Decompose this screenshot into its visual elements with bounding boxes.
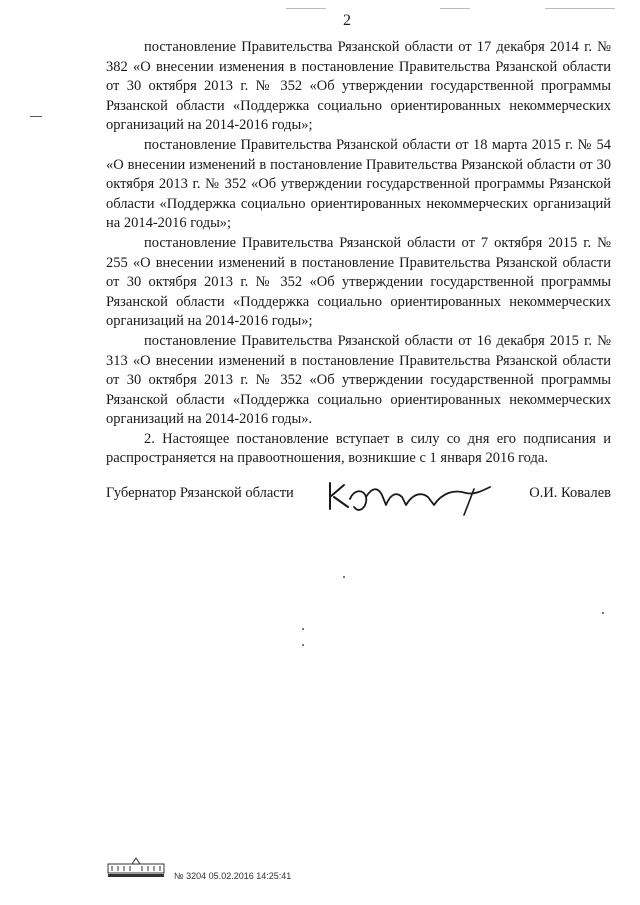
document-body xyxy=(106,38,611,469)
document-footer xyxy=(106,855,366,885)
paragraph-amendment-2014-382: постановление Правительства Рязанской области от 17 декабря 2014 г. № 382 «О внесении изменения в постановление Правительства Рязанской области от 30 октября 2013 г. № 352 «Об утверждении государственной программы Рязанской области «Поддержка социально ориентированных некоммерческих организаций на 2014-2016 годы»; xyxy=(106,39,611,134)
government-building-logo xyxy=(106,855,166,879)
handwritten-signature xyxy=(324,475,504,517)
registration-stamp: № 3204 05.02.2016 14:25:41 xyxy=(174,871,292,881)
scan-noise xyxy=(440,8,470,9)
signatory-position: Губернатор Рязанской области xyxy=(106,485,294,501)
signature-block xyxy=(106,475,611,525)
page-number: 2 xyxy=(343,12,351,29)
scan-noise xyxy=(286,8,326,9)
paragraph-amendment-2015-54: постановление Правительства Рязанской области от 18 марта 2015 г. № 54 «О внесении изменений в постановление Правительства Рязанской области от 30 октября 2013 г. № 352 «Об утверждении государственной программы Рязанской области «Поддержка социально ориентированных некоммерческих организаций на 2014-2016 годы»; xyxy=(106,136,611,232)
margin-mark xyxy=(30,116,42,117)
scan-noise xyxy=(602,612,604,614)
scan-noise xyxy=(343,576,345,578)
paragraph-effective-date: 2. Настоящее постановление вступает в силу со дня его подписания и распространяется на правоотношения, возникшие с 1 января 2016 года. xyxy=(106,430,611,467)
paragraph-amendment-2015-255: постановление Правительства Рязанской области от 7 октября 2015 г. № 255 «О внесении изменений в постановление Правительства Рязанской области от 30 октября 2013 г. № 352 «Об утверждении государственной программы Рязанской области «Поддержка социально ориентированных некоммерческих организаций на 2014-2016 годы»; xyxy=(106,234,611,330)
scan-noise xyxy=(302,644,304,646)
paragraph-amendment-2015-313: постановление Правительства Рязанской области от 16 декабря 2015 г. № 313 «О внесении изменений в постановление Правительства Рязанской области от 30 октября 2013 г. № 352 «Об утверждении государственной программы Рязанской области «Поддержка социально ориентированных некоммерческих организаций на 2014-2016 годы». xyxy=(106,332,611,428)
scan-noise xyxy=(545,8,615,9)
scan-noise xyxy=(302,628,304,630)
signatory-name: О.И. Ковалев xyxy=(529,485,611,501)
